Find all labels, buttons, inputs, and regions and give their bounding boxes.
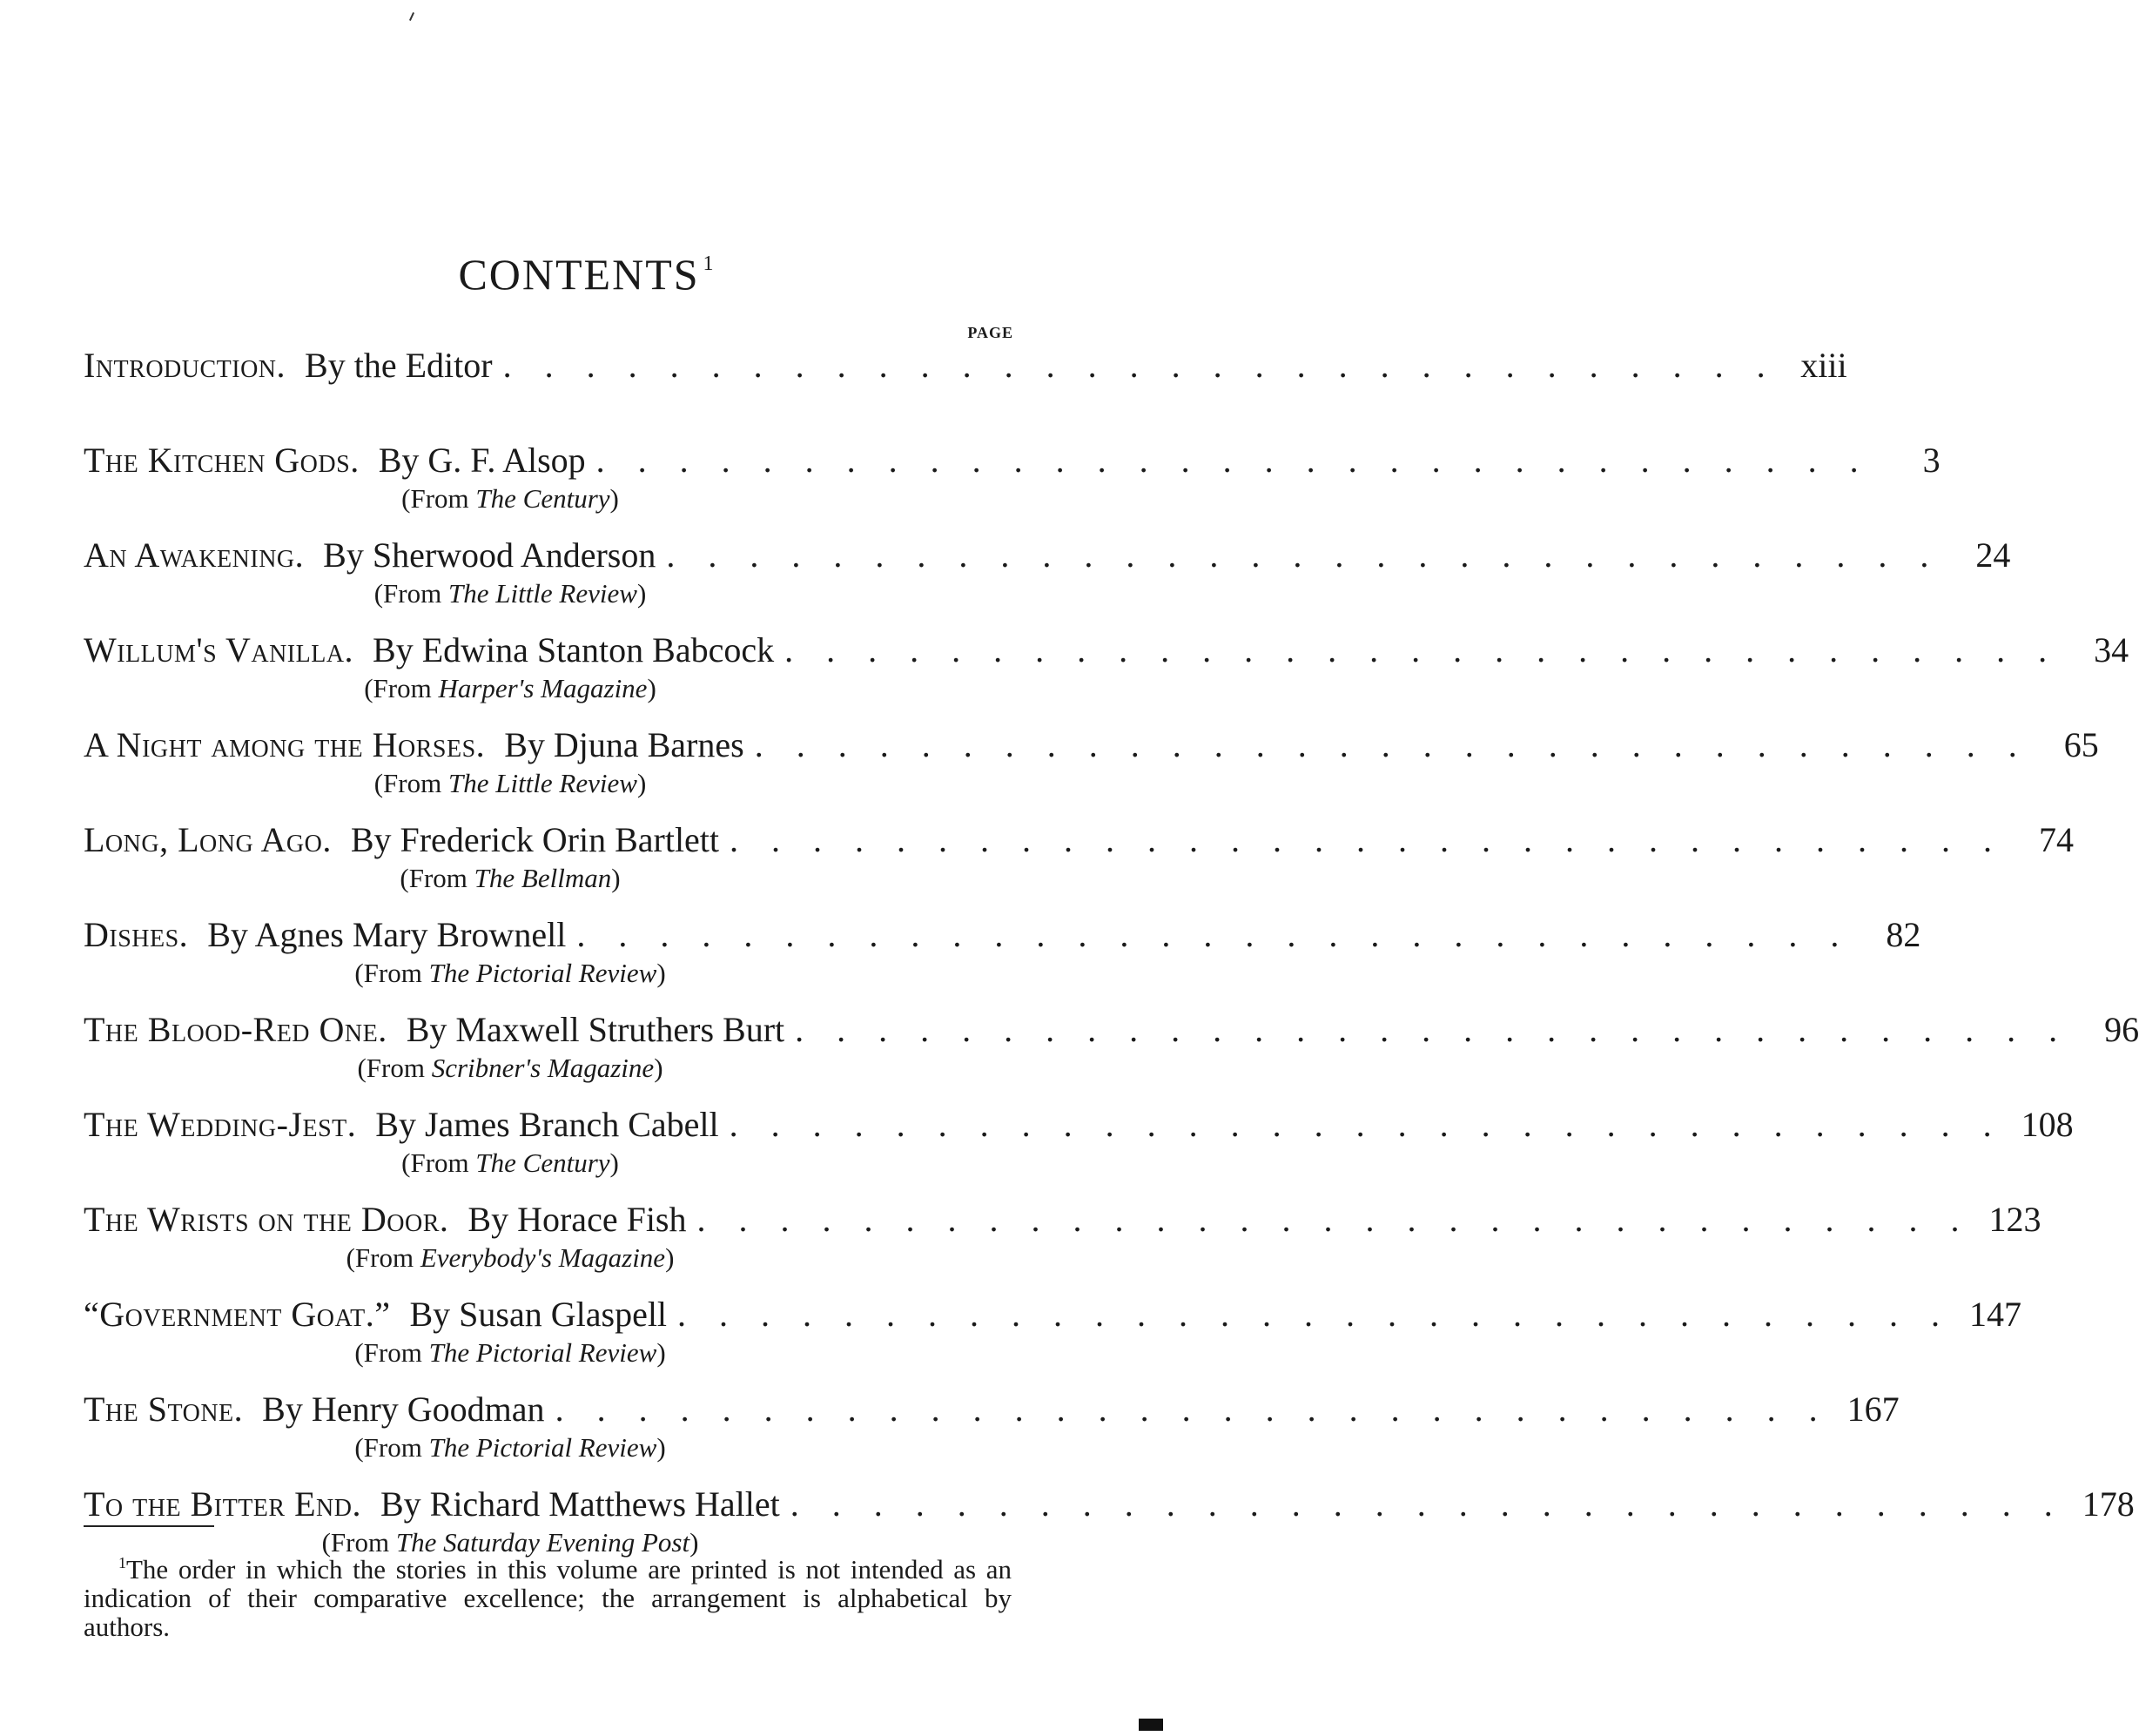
toc-entry-line <box>84 1387 1900 1432</box>
story-title: “Government Goat.” <box>84 1295 391 1334</box>
source-prefix: (From <box>401 1147 476 1178</box>
magazine-name: The Pictorial Review <box>428 1337 657 1368</box>
dot-leader: . . . . . . . . . . . . . . . . . . . . . . . . . . . . . . . <box>795 1010 2070 1049</box>
page-number: 178 <box>2082 1484 2135 1524</box>
toc-entry[interactable] <box>84 628 2129 723</box>
source-suffix: ) <box>609 1147 619 1178</box>
dot-leader: . . . . . . . . . . . . . . . . . . . . . . . . . . . . . . . <box>677 1295 1953 1334</box>
story-title: Long, Long Ago. <box>84 820 332 859</box>
magazine-name: Everybody's Magazine <box>420 1242 666 1273</box>
toc-entry[interactable] <box>84 1007 2139 1102</box>
dot-leader: . . . . . . . . . . . . . . . . . . . . . . . . . . . . . . . <box>595 441 1871 480</box>
story-title: To the Bitter End. <box>84 1484 361 1524</box>
page-number: 147 <box>1969 1295 2022 1334</box>
page-number: xiii <box>1800 346 1847 385</box>
story-author: By Maxwell Struthers Burt <box>406 1010 785 1049</box>
dot-leader: . . . . . . . . . . . . . . . . . . . . . . . . . . . . . . . <box>576 915 1852 954</box>
page-number: 24 <box>1975 535 2011 575</box>
story-author: By G. F. Alsop <box>378 441 586 480</box>
toc-entry[interactable] <box>84 1102 2074 1197</box>
story-author: By Henry Goodman <box>262 1389 545 1429</box>
story-source <box>84 673 937 704</box>
story-author: By Horace Fish <box>467 1200 687 1239</box>
footnote-marker: 1 <box>118 1554 126 1571</box>
toc-entry[interactable] <box>84 818 2075 912</box>
page-number: 108 <box>2021 1105 2074 1144</box>
source-prefix: (From <box>354 1432 429 1463</box>
toc-entry[interactable] <box>84 1292 2022 1387</box>
source-suffix: ) <box>656 1337 666 1368</box>
story-source <box>84 1147 937 1179</box>
footnote <box>84 1549 1012 1641</box>
story-author: By the Editor <box>305 346 493 385</box>
page-number: 34 <box>2094 630 2129 670</box>
toc-entry[interactable] <box>84 1197 2041 1292</box>
dot-leader: . . . . . . . . . . . . . . . . . . . . . . . . . . . . . . . <box>730 820 2005 859</box>
page-column-label: PAGE <box>967 324 1013 341</box>
source-prefix: (From <box>364 673 439 703</box>
story-source <box>84 1053 937 1084</box>
source-prefix: (From <box>401 483 476 514</box>
story-author: By Edwina Stanton Babcock <box>373 630 775 670</box>
toc-entry[interactable] <box>84 438 1941 533</box>
page-number: 65 <box>2063 725 2099 764</box>
story-author: By Richard Matthews Hallet <box>380 1484 780 1524</box>
magazine-name: The Saturday Evening Post <box>395 1527 690 1558</box>
page-number: 96 <box>2104 1010 2139 1049</box>
magazine-name: Harper's Magazine <box>438 673 648 703</box>
page-number: 3 <box>1922 441 1941 480</box>
toc-entry-line <box>84 533 2011 578</box>
toc-entry-line <box>84 438 1941 483</box>
magazine-name: The Pictorial Review <box>428 1432 657 1463</box>
page-number: 82 <box>1886 915 1921 954</box>
table-of-contents <box>84 343 2139 1577</box>
toc-entry-line <box>84 818 2075 863</box>
printer-mark <box>1139 1719 1163 1731</box>
source-prefix: (From <box>354 958 429 988</box>
source-prefix: (From <box>373 578 448 609</box>
toc-entry-line <box>84 912 1921 958</box>
stray-ink-mark <box>409 12 414 21</box>
magazine-name: The Little Review <box>447 768 637 798</box>
magazine-name: The Pictorial Review <box>428 958 657 988</box>
story-source <box>84 578 937 609</box>
footnote-text: The order in which the stories in this volume are printed is not intended as an indication of their comparative excellence; the arrangement is alphabetical by authors. <box>84 1554 1012 1642</box>
dot-leader: . . . . . . . . . . . . . . . . . . . . . . . . . . . . . . . <box>729 1105 2004 1144</box>
source-prefix: (From <box>373 768 448 798</box>
footnote-rule <box>84 1525 214 1527</box>
heading-footnote-marker: 1 <box>703 252 716 275</box>
page-number: 167 <box>1846 1389 1900 1429</box>
dot-leader: . . . . . . . . . . . . . . . . . . . . . . . . . . . . . . . <box>555 1389 1830 1429</box>
source-suffix: ) <box>636 578 647 609</box>
toc-entry-line <box>84 1292 2022 1337</box>
dot-leader: . . . . . . . . . . . . . . . . . . . . . . . . . . . . . . . <box>754 725 2029 764</box>
toc-entry[interactable] <box>84 1387 1900 1482</box>
dot-leader: . . . . . . . . . . . . . . . . . . . . . . . . . . . . . . . <box>784 630 2060 670</box>
story-title: The Blood-Red One. <box>84 1010 387 1049</box>
story-source <box>84 1242 937 1274</box>
magazine-name: Scribner's Magazine <box>431 1053 655 1083</box>
story-source <box>84 1337 937 1369</box>
toc-entry-line <box>84 1007 2139 1053</box>
story-author: By James Branch Cabell <box>375 1105 719 1144</box>
story-title: The Kitchen Gods. <box>84 441 360 480</box>
source-prefix: (From <box>354 1337 429 1368</box>
story-source <box>84 863 937 894</box>
story-source <box>84 1432 937 1463</box>
story-title: The Wedding-Jest. <box>84 1105 357 1144</box>
contents-heading <box>0 249 1174 299</box>
magazine-name: The Century <box>475 1147 610 1178</box>
magazine-name: The Bellman <box>474 863 612 893</box>
story-author: By Sherwood Anderson <box>323 535 656 575</box>
toc-entry[interactable] <box>84 533 2011 628</box>
story-author: By Agnes Mary Brownell <box>207 915 567 954</box>
source-suffix: ) <box>647 673 656 703</box>
toc-entry-line <box>84 1197 2041 1242</box>
source-suffix: ) <box>656 958 666 988</box>
story-title: A Night among the Horses. <box>84 725 486 764</box>
toc-entry-line <box>84 343 1847 388</box>
story-title: Willum's Vanilla. <box>84 630 354 670</box>
toc-entry[interactable] <box>84 912 1921 1007</box>
story-author: By Susan Glaspell <box>409 1295 668 1334</box>
toc-entry-line <box>84 628 2129 673</box>
source-prefix: (From <box>400 863 474 893</box>
story-title: The Wrists on the Door. <box>84 1200 449 1239</box>
source-suffix: ) <box>665 1242 675 1273</box>
magazine-name: The Little Review <box>447 578 637 609</box>
story-title: The Stone. <box>84 1389 244 1429</box>
toc-entry[interactable] <box>84 723 2099 818</box>
source-suffix: ) <box>609 483 619 514</box>
story-author: By Djuna Barnes <box>504 725 744 764</box>
story-title: Dishes. <box>84 915 189 954</box>
source-suffix: ) <box>656 1432 666 1463</box>
dot-leader: . . . . . . . . . . . . . . . . . . . . . . . . . . . . . . . <box>790 1484 2065 1524</box>
story-source <box>84 483 937 515</box>
toc-entry-line <box>84 1102 2074 1147</box>
source-suffix: ) <box>689 1527 699 1558</box>
story-author: By Frederick Orin Bartlett <box>350 820 720 859</box>
page-number: 74 <box>2039 820 2075 859</box>
story-title: An Awakening. <box>84 535 305 575</box>
story-source <box>84 768 937 799</box>
toc-entry[interactable] <box>84 343 1847 438</box>
page-number: 123 <box>1988 1200 2041 1239</box>
source-prefix: (From <box>346 1242 420 1273</box>
story-source <box>84 958 937 989</box>
source-prefix: (From <box>321 1527 396 1558</box>
dot-leader: . . . . . . . . . . . . . . . . . . . . . . . . . . . . . . . <box>696 1200 1972 1239</box>
source-prefix: (From <box>357 1053 432 1083</box>
source-suffix: ) <box>654 1053 663 1083</box>
contents-title: CONTENTS <box>458 250 700 299</box>
magazine-name: The Century <box>475 483 610 514</box>
source-suffix: ) <box>636 768 647 798</box>
story-title: Introduction. <box>84 346 286 385</box>
toc-entry-line <box>84 1482 2135 1527</box>
toc-entry-line <box>84 723 2099 768</box>
source-suffix: ) <box>611 863 621 893</box>
dot-leader: . . . . . . . . . . . . . . . . . . . . . . . . . . . . . . . <box>666 535 1941 575</box>
dot-leader: . . . . . . . . . . . . . . . . . . . . . . . . . . . . . . . <box>502 346 1778 385</box>
